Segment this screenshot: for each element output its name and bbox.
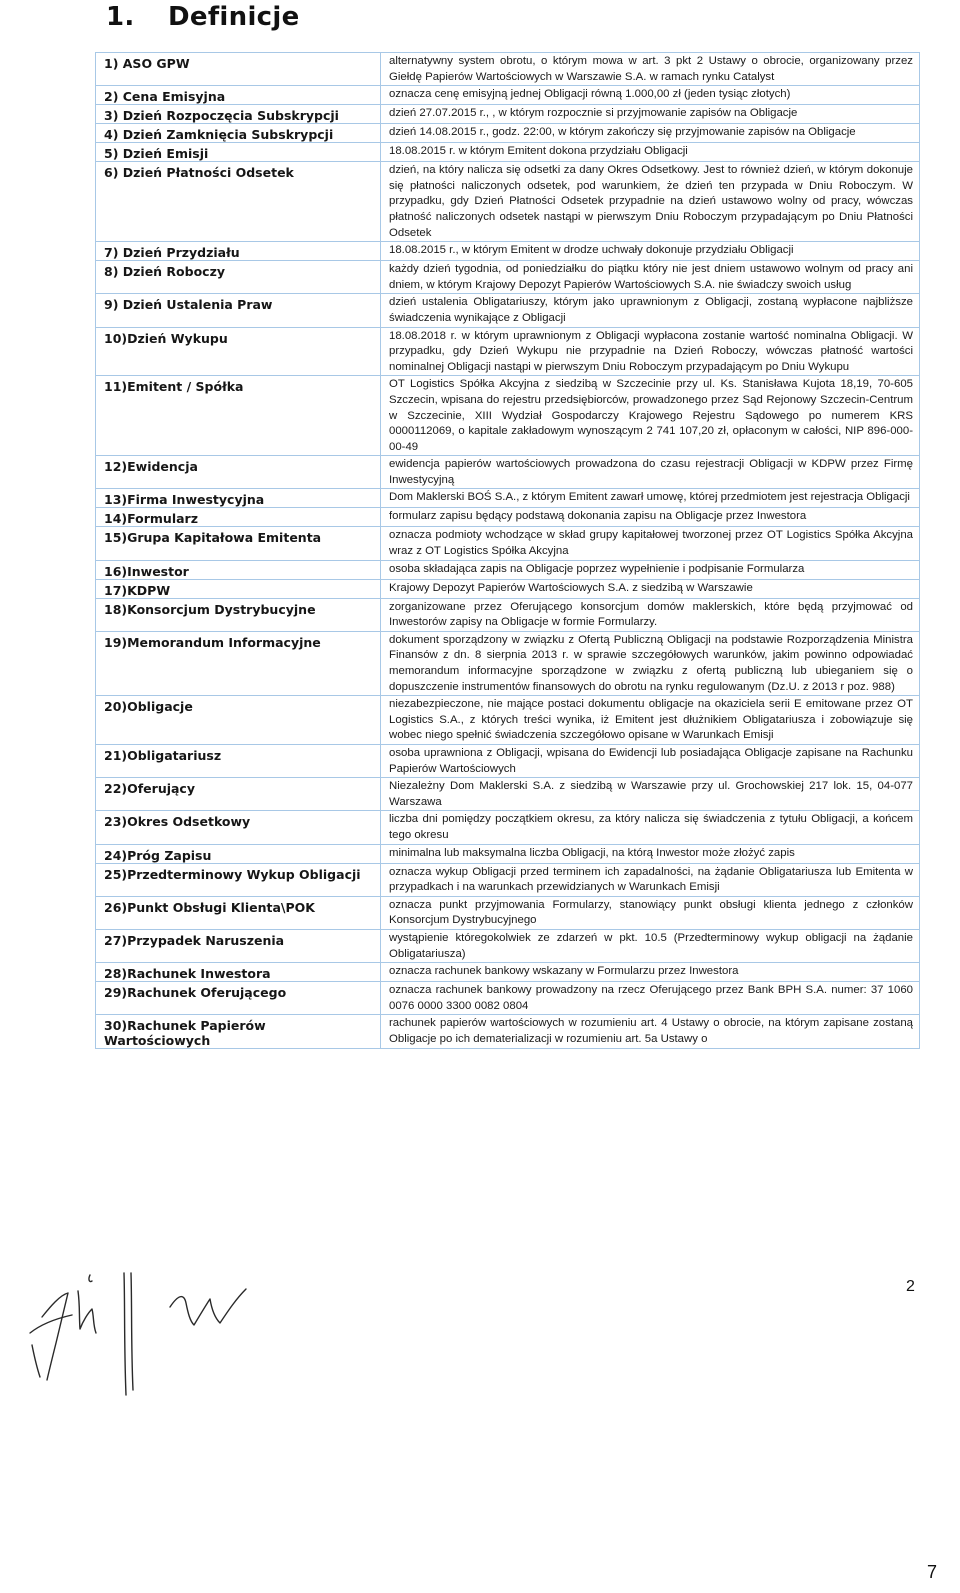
definition-text: niezabezpieczone, nie mające postaci dokumentu obligacje na okaziciela serii E emitowane przez OT Logistics S.A., z których treści wynika, iż Emitent jest dłużnikiem Obligatariusza i zobowiązuje się wobec niego spełnić świadczenia szczegółowo opisane w Warunkach Emisji	[381, 696, 920, 745]
definition-row	[96, 863, 920, 896]
definition-text: formularz zapisu będący podstawą dokonania zapisu na Obligacje przez Inwestora	[381, 508, 920, 527]
definition-text: minimalna lub maksymalna liczba Obligacji, na którą Inwestor może złożyć zapis	[381, 844, 920, 863]
definition-row	[96, 579, 920, 598]
definition-row	[96, 896, 920, 929]
definition-term: 27)Przypadek Naruszenia	[96, 929, 381, 962]
definition-term: 22)Oferujący	[96, 778, 381, 811]
definition-row	[96, 489, 920, 508]
definition-text: alternatywny system obrotu, o którym mowa w art. 3 pkt 2 Ustawy o obrocie, organizowany przez Giełdę Papierów Wartościowych w Warszawie S.A. w ramach rynku Catalyst	[381, 53, 920, 86]
definition-row	[96, 294, 920, 327]
definition-text: oznacza podmioty wchodzące w skład grupy kapitałowej tworzonej przez OT Logistics Spółka Akcyjna wraz z OT Logistics Spółka Akcyjna	[381, 527, 920, 560]
definition-term: 26)Punkt Obsługi Klienta\POK	[96, 896, 381, 929]
definition-text: dzień ustalenia Obligatariuszy, którym jako uprawnionym z Obligacji, zostaną wypłacone najbliższe świadczenia wynikające z Obligacji	[381, 294, 920, 327]
definition-term: 28)Rachunek Inwestora	[96, 963, 381, 982]
definition-row	[96, 929, 920, 962]
definition-row	[96, 963, 920, 982]
definition-row	[96, 527, 920, 560]
definition-text: zorganizowane przez Oferującego konsorcjum domów maklerskich, które będą przyjmować od Inwestorów zapisy na Obligacje w formie Formularzy.	[381, 598, 920, 631]
signature-stroke-1	[42, 1293, 68, 1380]
definition-term: 5) Dzień Emisji	[96, 143, 381, 162]
definition-term: 13)Firma Inwestycyjna	[96, 489, 381, 508]
definition-term: 1) ASO GPW	[96, 53, 381, 86]
section-title: Definicje	[168, 2, 300, 32]
definition-row	[96, 811, 920, 844]
signature-stroke-2	[30, 1315, 72, 1333]
section-number: 1.	[106, 2, 135, 32]
definition-row	[96, 560, 920, 579]
definition-row	[96, 598, 920, 631]
definition-text: osoba składająca zapis na Obligacje poprzez wypełnienie i podpisanie Formularza	[381, 560, 920, 579]
definition-term: 4) Dzień Zamknięcia Subskrypcji	[96, 124, 381, 143]
definition-term: 6) Dzień Płatności Odsetek	[96, 162, 381, 242]
definition-term: 8) Dzień Roboczy	[96, 261, 381, 294]
definition-text: dzień 27.07.2015 r., , w którym rozpocznie si przyjmowanie zapisów na Obligacje	[381, 105, 920, 124]
definition-row	[96, 1015, 920, 1049]
definition-text: każdy dzień tygodnia, od poniedziałku do piątku który nie jest dniem ustawowo wolnym od pracy ani dniem, w którym Krajowy Depozyt Papierów Wartościowych S.A. nie świadczy swoich usług	[381, 261, 920, 294]
definition-term: 17)KDPW	[96, 579, 381, 598]
definition-text: osoba uprawniona z Obligacji, wpisana do Ewidencji lub posiadająca Obligacje zapisane na Rachunku Papierów Wartościowych	[381, 745, 920, 778]
definition-text: oznacza punkt przyjmowania Formularzy, stanowiący punkt obsługi klienta jednego z członków Konsorcjum Dystrybucyjnego	[381, 896, 920, 929]
definition-row	[96, 778, 920, 811]
definition-text: liczba dni pomiędzy początkiem okresu, za który nalicza się świadczenia z tytułu Obligacji, a końcem tego okresu	[381, 811, 920, 844]
definition-term: 21)Obligatariusz	[96, 745, 381, 778]
definition-text: OT Logistics Spółka Akcyjna z siedzibą w Szczecinie przy ul. Ks. Stanisława Kujota 18,19, 70-605 Szczecin, wpisana do rejestru przedsiębiorców, prowadzonego przez Sąd Rejonowy Szczecin-Centrum w Szczecinie, XIII Wydział Gospodarczy Krajowego Rejestru Sądowego po numerem KRS 0000112069, o kapitale zakładowym wynoszącym 2 741 107,20 zł, opłaconym w całości, NIP 896-000-00-49	[381, 376, 920, 456]
signature-stroke-7	[131, 1273, 133, 1390]
definition-text: wystąpienie któregokolwiek ze zdarzeń w pkt. 10.5 (Przedterminowy wykup obligacji na żądanie Obligatariusza)	[381, 929, 920, 962]
definition-text: 18.08.2015 r., w którym Emitent w drodze uchwały dokonuje przydziału Obligacji	[381, 242, 920, 261]
definition-row	[96, 162, 920, 242]
definition-text: oznacza wykup Obligacji przed terminem ich zapadalności, na żądanie Obligatariusza lub Emitenta w przypadkach i na warunkach przewidzianych w Warunkach Emisji	[381, 863, 920, 896]
definition-row	[96, 105, 920, 124]
definition-row	[96, 376, 920, 456]
signature-stroke-6	[124, 1273, 126, 1395]
definition-text: 18.08.2015 r. w którym Emitent dokona przydziału Obligacji	[381, 143, 920, 162]
definition-term: 14)Formularz	[96, 508, 381, 527]
definition-term: 9) Dzień Ustalenia Praw	[96, 294, 381, 327]
definition-text: dzień 14.08.2015 r., godz. 22:00, w którym zakończy się przyjmowanie zapisów na Obligacje	[381, 124, 920, 143]
signature-stroke-5	[32, 1345, 40, 1377]
definition-text: oznacza rachunek bankowy prowadzony na rzecz Oferującego przez Bank BPH S.A. numer: 37 1060 0076 0000 3300 0082 0804	[381, 982, 920, 1015]
signature-stroke-3	[78, 1291, 96, 1333]
definition-term: 30)Rachunek Papierów Wartościowych	[96, 1015, 381, 1049]
definition-term: 29)Rachunek Oferującego	[96, 982, 381, 1015]
page-number-outer: 7	[927, 1562, 938, 1582]
definition-row	[96, 982, 920, 1015]
definitions-table	[95, 52, 920, 1049]
definition-row	[96, 242, 920, 261]
definition-row	[96, 86, 920, 105]
definition-text: ewidencja papierów wartościowych prowadzona do czasu rejestracji Obligacji w KDPW przez Firmę Inwestycyjną	[381, 456, 920, 489]
definition-text: Dom Maklerski BOŚ S.A., z którym Emitent zawarł umowę, której przedmiotem jest rejestracja Obligacji	[381, 489, 920, 508]
definition-term: 19)Memorandum Informacyjne	[96, 631, 381, 695]
signature-stroke-4	[89, 1275, 92, 1282]
handwritten-signature	[20, 1255, 280, 1405]
definition-row	[96, 631, 920, 695]
definition-term: 12)Ewidencja	[96, 456, 381, 489]
definition-text: rachunek papierów wartościowych w rozumieniu art. 4 Ustawy o obrocie, na którym zapisane zostaną Obligacje po ich dematerializacji w rozumieniu art. 5a Ustawy o	[381, 1015, 920, 1049]
definition-text: 18.08.2018 r. w którym uprawnionym z Obligacji wypłacona zostanie wartość nominalna Obligacji. W przypadku, gdy Dzień Wykupu nie przypadnie na Dzień Roboczy, wówczas płatność wartości nominalnej Obligacji nastąpi w pierwszym Dniu Roboczym przypadającym po Dniu Wykupu	[381, 327, 920, 376]
definition-text: dokument sporządzony w związku z Ofertą Publiczną Obligacji na podstawie Rozporządzenia Ministra Finansów z dn. 8 sierpnia 2013 r. w sprawie szczegółowych warunków, jakim powinno odpowiadać memorandum informacyjne sporządzone w związku z ofertą publiczną lub ubieganiem się o dopuszczenie instrumentów finansowych do obrotu na rynku regulowanym (Dz.U. z 2013 r poz. 988)	[381, 631, 920, 695]
definition-row	[96, 844, 920, 863]
definition-text: dzień, na który nalicza się odsetki za dany Okres Odsetkowy. Jest to również dzień, w którym dokonuje się płatności naliczonych odsetek, pod warunkiem, że dzień ten przypada w Dniu Roboczym. W przypadku, gdy Dzień Płatności Odsetek przypadnie na dzień ustawowo wolny od pracy, wówczas płatność naliczonych odsetek nastąpi w pierwszym Dniu Roboczym przypadającym po Dniu Płatności Odsetek	[381, 162, 920, 242]
definition-term: 23)Okres Odsetkowy	[96, 811, 381, 844]
definition-text: Niezależny Dom Maklerski S.A. z siedzibą w Warszawie przy ul. Grochowskiej 217 lok. 15, 04-077 Warszawa	[381, 778, 920, 811]
definition-row	[96, 456, 920, 489]
definition-term: 11)Emitent / Spółka	[96, 376, 381, 456]
definition-term: 16)Inwestor	[96, 560, 381, 579]
definition-term: 7) Dzień Przydziału	[96, 242, 381, 261]
definition-row	[96, 53, 920, 86]
definition-text: oznacza rachunek bankowy wskazany w Formularzu przez Inwestora	[381, 963, 920, 982]
definition-term: 24)Próg Zapisu	[96, 844, 381, 863]
signature-stroke-8	[170, 1289, 246, 1325]
definition-row	[96, 261, 920, 294]
definition-term: 3) Dzień Rozpoczęcia Subskrypcji	[96, 105, 381, 124]
definitions-table-body	[96, 53, 920, 1049]
definition-term: 18)Konsorcjum Dystrybucyjne	[96, 598, 381, 631]
definition-row	[96, 327, 920, 376]
definition-text: oznacza cenę emisyjną jednej Obligacji równą 1.000,00 zł (jeden tysiąc złotych)	[381, 86, 920, 105]
definition-row	[96, 508, 920, 527]
definition-row	[96, 124, 920, 143]
definition-term: 25)Przedterminowy Wykup Obligacji	[96, 863, 381, 896]
section-heading	[106, 2, 300, 32]
definition-term: 15)Grupa Kapitałowa Emitenta	[96, 527, 381, 560]
page-number-inner: 2	[906, 1278, 915, 1295]
definition-row	[96, 696, 920, 745]
definition-term: 10)Dzień Wykupu	[96, 327, 381, 376]
definition-row	[96, 745, 920, 778]
definition-row	[96, 143, 920, 162]
definition-text: Krajowy Depozyt Papierów Wartościowych S.A. z siedzibą w Warszawie	[381, 579, 920, 598]
definition-term: 20)Obligacje	[96, 696, 381, 745]
definition-term: 2) Cena Emisyjna	[96, 86, 381, 105]
